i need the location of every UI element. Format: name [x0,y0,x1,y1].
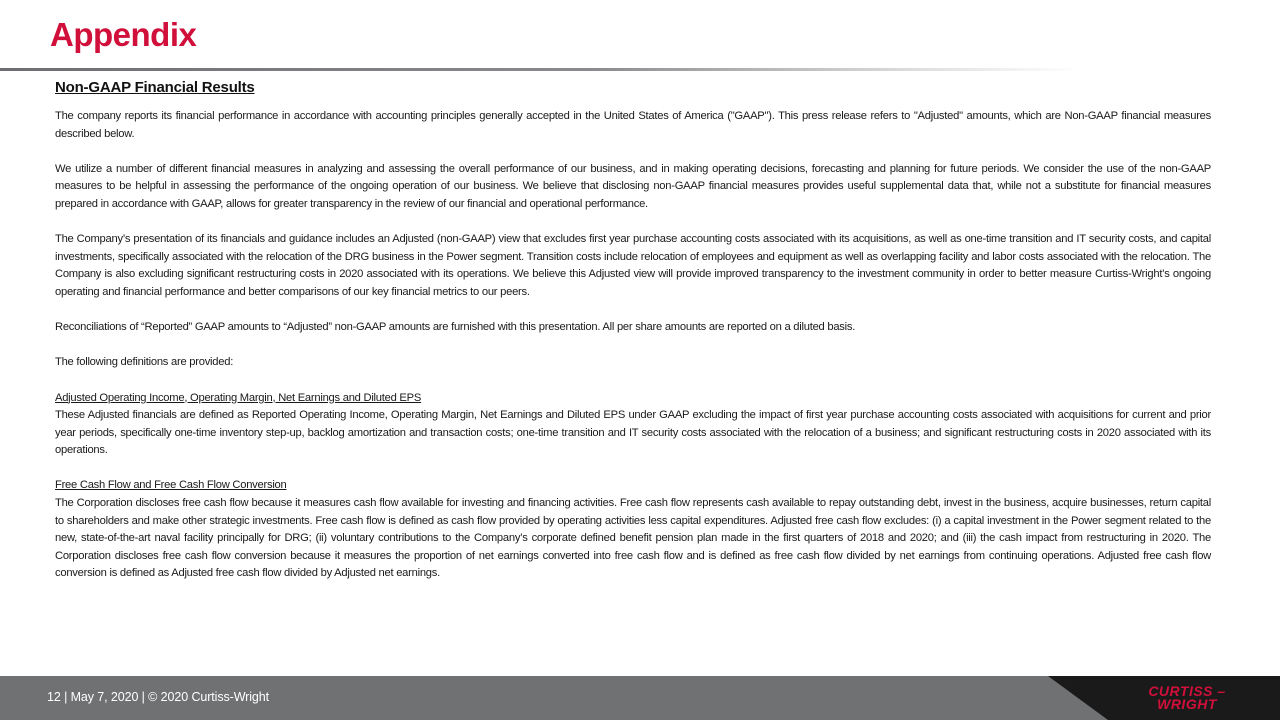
logo-line-2: WRIGHT [1157,696,1217,712]
slide-title: Appendix [50,16,197,53]
logo-line-1: CURTISS – [1148,683,1226,699]
definition-text: The Corporation discloses free cash flow because it measures cash flow available for investing and financing activities. Free cash flow represents cash available to repay outstanding debt, invest in the business, acquire businesses, return capital to shareholders and make other strategic investments. Free cash flow is defined as cash flow provided by operating activities less capital expenditures. Adjusted free cash flow excludes: (i) a capital investment in the Power segment related to the new, state-of-the-art naval facility principally for DRG; (ii) voluntary contributions to the Company’s corporate defined benefit pension plan made in the first quarters of 2018 and 2020; and (iii) the cash impact from restructuring in 2020. The Corporation discloses free cash flow conversion because it measures the proportion of net earnings converted into free cash flow and is defined as free cash flow divided by net earnings from continuing operations. Adjusted free cash flow conversion is defined as Adjusted free cash flow divided by Adjusted net earnings. [55,497,1211,580]
footer-bar [0,676,1280,720]
definition-term: Free Cash Flow and Free Cash Flow Conversion [55,479,287,492]
company-logo [1128,685,1246,711]
title-divider [0,68,1080,71]
paragraph-adjusted-view: The Company’s presentation of its financials and guidance includes an Adjusted (non-GAAP) view that excludes first year purchase accounting costs associated with its acquisitions, as well as one-time transition and IT security costs, and capital investments, specifically associated with the relocation of the DRG business in the Power segment. Transition costs include relocation of employees and equipment as well as overlapping facility and labor costs associated with the relocation. The Company is also excluding significant restructuring costs in 2020 associated with its operations. We believe this Adjusted view will provide improved transparency to the investment community in order to better measure Curtiss-Wright’s ongoing operating and financial performance and better comparisons of our key financial metrics to our peers. [55,233,1211,298]
paragraph-reconciliations: Reconciliations of “Reported” GAAP amounts to “Adjusted” non-GAAP amounts are furnished with this presentation. All per share amounts are reported on a diluted basis. [55,321,856,334]
main-content [55,78,1211,601]
paragraph-measures: We utilize a number of different financial measures in analyzing and assessing the overall performance of our business, and in making operating decisions, forecasting and planning for future periods. We consider the use of the non-GAAP measures to be helpful in assessing the performance of the ongoing operation of our business. We believe that disclosing non-GAAP financial measures provides useful supplemental data that, while not a substitute for financial measures prepared in accordance with GAAP, allows for greater transparency in the review of our financial and operational performance. [55,162,1211,210]
paragraph-gaap-intro: The company reports its financial performance in accordance with accounting principles generally accepted in the United States of America ("GAAP"). This press release refers to "Adjusted" amounts, which are Non-GAAP financial measures described below. [55,110,1211,140]
paragraph-definitions-intro: The following definitions are provided: [55,356,234,369]
definition-adjusted-operating [55,390,1211,460]
definition-term: Adjusted Operating Income, Operating Margin, Net Earnings and Diluted EPS [55,391,422,404]
definition-text: These Adjusted financials are defined as Reported Operating Income, Operating Margin, Net Earnings and Diluted EPS under GAAP excluding the impact of first year purchase accounting costs associated with acquisitions for current and prior year periods, specifically one-time inventory step-up, backlog amortization and transaction costs; one-time transition and IT security costs associated with the relocation of a business; and significant restructuring costs in 2020 associated with its operations. [55,409,1211,457]
definition-free-cash-flow [55,477,1211,583]
footer-page-info: 12 | May 7, 2020 | © 2020 Curtiss-Wright [47,690,269,704]
section-heading: Non-GAAP Financial Results [55,79,255,96]
